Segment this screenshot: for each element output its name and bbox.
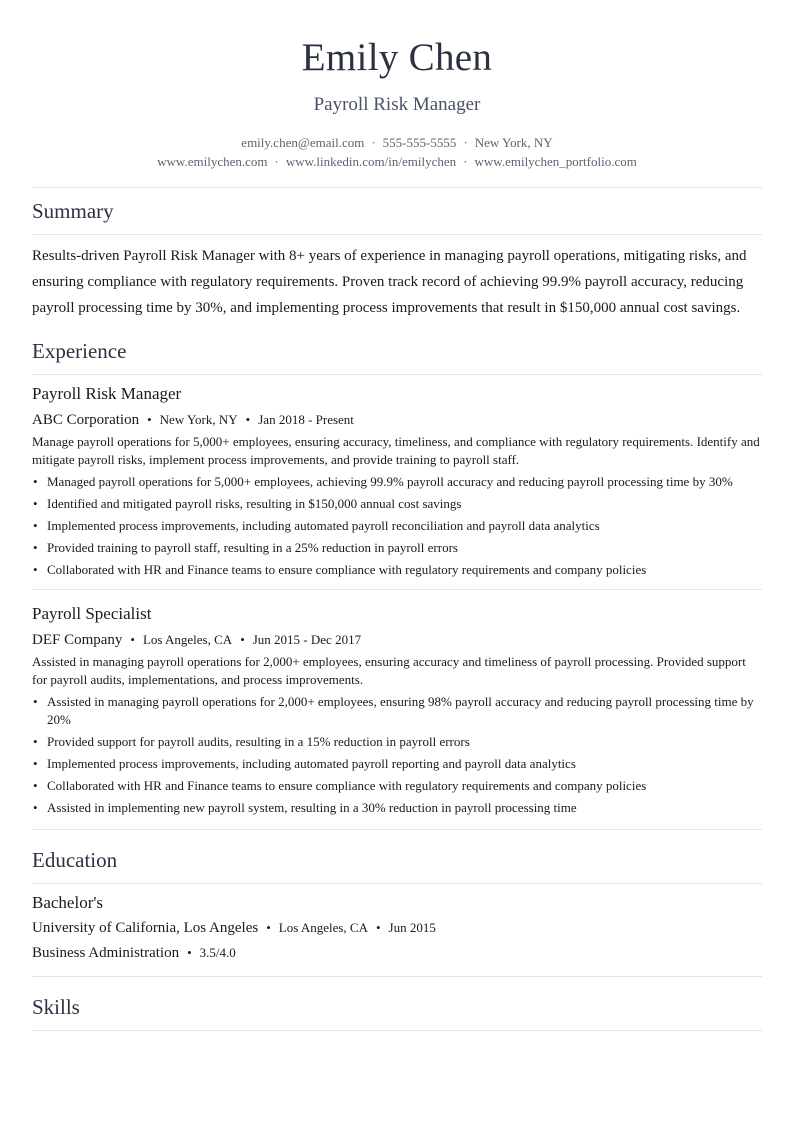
job-bullet: • Implemented process improvements, including automated payroll reconciliation and payroll data analytics bbox=[32, 517, 762, 535]
job-bullet: • Assisted in implementing new payroll system, resulting in a 30% reduction in payroll processing time bbox=[32, 799, 762, 817]
job-title: Payroll Risk Manager bbox=[32, 384, 182, 403]
meta-bullet: • bbox=[266, 920, 271, 935]
job-bullet: • Provided support for payroll audits, resulting in a 15% reduction in payroll errors bbox=[32, 733, 762, 751]
candidate-name: Emily Chen bbox=[301, 36, 493, 79]
section-divider bbox=[32, 883, 762, 884]
linkedin-link[interactable]: www.linkedin.com/in/emilychen bbox=[285, 154, 457, 169]
job-bullet: • Assisted in managing payroll operations for 2,000+ employees, ensuring 98% payroll accuracy and reducing payroll processing time by 20% bbox=[32, 693, 762, 729]
experience-heading: Experience bbox=[32, 339, 127, 363]
field-of-study: Business Administration bbox=[32, 945, 180, 961]
job-bullet: • Managed payroll operations for 5,000+ employees, achieving 99.9% payroll accuracy and reducing payroll processing time by 30% bbox=[32, 473, 762, 491]
job-location: New York, NY bbox=[159, 412, 238, 427]
section-divider bbox=[32, 234, 762, 235]
skills-heading: Skills bbox=[32, 995, 80, 1019]
resume-header bbox=[32, 0, 762, 171]
section-divider bbox=[32, 374, 762, 375]
job-description: Manage payroll operations for 5,000+ employees, ensuring accuracy, timeliness, and compliance with regulatory requirements. Identify and mitigate payroll risks, implement process improvements, and provide training to payroll staff. bbox=[32, 434, 760, 467]
section-divider bbox=[32, 829, 762, 830]
education-meta bbox=[32, 917, 762, 939]
website-link[interactable]: www.emilychen.com bbox=[157, 154, 268, 169]
meta-bullet: • bbox=[240, 632, 245, 647]
job-dates: Jun 2015 - Dec 2017 bbox=[252, 632, 362, 647]
job-bullets bbox=[32, 693, 762, 817]
meta-bullet: • bbox=[375, 920, 381, 935]
contact-separator: · bbox=[463, 154, 468, 169]
gpa-value: 3.5/4.0 bbox=[199, 945, 236, 960]
school-name: University of California, Los Angeles bbox=[32, 920, 259, 936]
meta-bullet: • bbox=[187, 945, 192, 960]
job-bullet: • Collaborated with HR and Finance teams to ensure compliance with regulatory requirements and company policies bbox=[32, 561, 762, 579]
candidate-title: Payroll Risk Manager bbox=[313, 94, 481, 115]
entry-divider bbox=[32, 589, 762, 590]
email-link[interactable]: emily.chen@email.com bbox=[241, 135, 365, 150]
contact-line-primary bbox=[32, 133, 762, 152]
section-divider bbox=[32, 976, 762, 977]
job-title: Payroll Specialist bbox=[32, 604, 152, 623]
degree-title: Bachelor's bbox=[32, 893, 104, 912]
job-dates: Jan 2018 - Present bbox=[258, 412, 354, 427]
contact-separator: · bbox=[463, 135, 468, 150]
job-entry bbox=[32, 603, 762, 817]
summary-text: Results-driven Payroll Risk Manager with 8+ years of experience in managing payroll operations, mitigating risks, and ensuring compliance with regulatory requirements. Proven track record of achieving 99.9% payroll accuracy, reducing payroll processing time by 30%, and implementing process improvements that result in $150,000 annual cost savings. bbox=[32, 248, 747, 316]
education-field-meta bbox=[32, 942, 762, 964]
section-divider bbox=[32, 187, 762, 188]
job-bullet: • Implemented process improvements, including automated payroll reporting and payroll data analytics bbox=[32, 755, 762, 773]
school-location: Los Angeles, CA bbox=[278, 920, 368, 935]
job-meta bbox=[32, 629, 762, 651]
summary-heading: Summary bbox=[32, 199, 114, 223]
job-bullet: • Identified and mitigated payroll risks, resulting in $150,000 annual cost savings bbox=[32, 495, 762, 513]
job-bullet: • Collaborated with HR and Finance teams to ensure compliance with regulatory requirements and company policies bbox=[32, 777, 762, 795]
contact-line-links bbox=[32, 152, 762, 171]
company-name: DEF Company bbox=[32, 632, 123, 648]
phone-text: 555-555-5555 bbox=[382, 135, 457, 150]
meta-bullet: • bbox=[147, 412, 152, 427]
education-entry bbox=[32, 892, 762, 964]
location-text: New York, NY bbox=[474, 135, 553, 150]
meta-bullet: • bbox=[245, 412, 251, 427]
portfolio-link[interactable]: www.emilychen_portfolio.com bbox=[474, 154, 637, 169]
job-meta bbox=[32, 409, 762, 431]
job-bullets bbox=[32, 473, 762, 579]
education-heading: Education bbox=[32, 848, 118, 872]
job-location: Los Angeles, CA bbox=[142, 632, 233, 647]
meta-bullet: • bbox=[130, 632, 135, 647]
section-divider bbox=[32, 1030, 762, 1031]
graduation-date: Jun 2015 bbox=[388, 920, 436, 935]
contact-separator: · bbox=[274, 154, 279, 169]
contact-separator: · bbox=[371, 135, 376, 150]
company-name: ABC Corporation bbox=[32, 412, 140, 428]
job-description: Assisted in managing payroll operations for 2,000+ employees, ensuring accuracy and timeliness of payroll processing. Provided support for payroll audits, implementations, and process improvements. bbox=[32, 654, 746, 687]
job-entry bbox=[32, 383, 762, 579]
job-bullet: • Provided training to payroll staff, resulting in a 25% reduction in payroll errors bbox=[32, 539, 762, 557]
